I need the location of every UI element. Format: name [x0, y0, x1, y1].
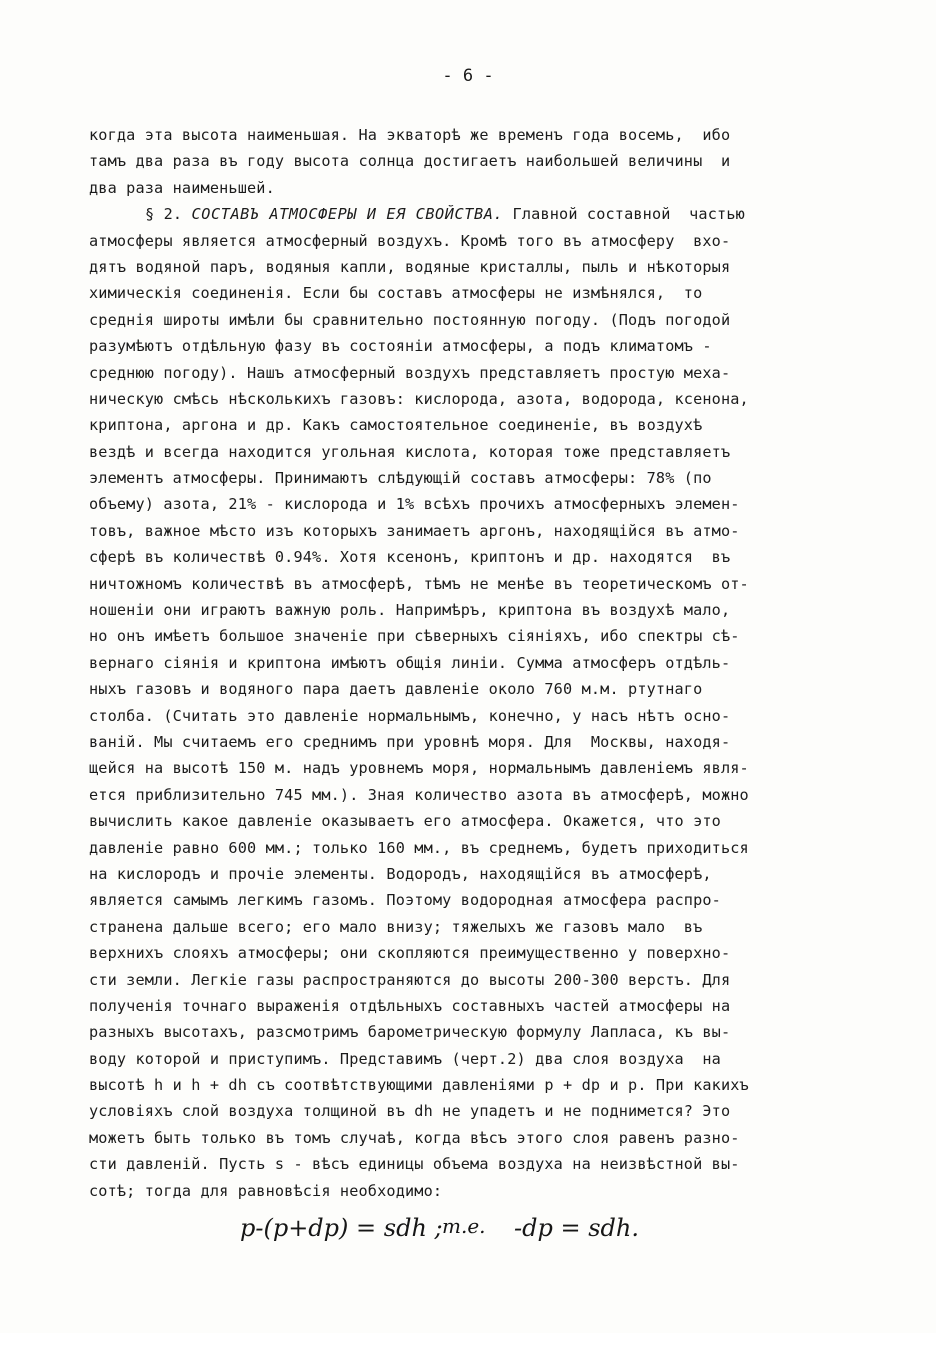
text-line: ничтожномъ количествѣ въ атмосферѣ, тѣмъ не менѣе въ теоретическомъ от-: [89, 574, 749, 593]
text-line: на кислородъ и прочіе элементы. Водородъ, находящійся въ атмосферѣ,: [89, 864, 712, 883]
text-line: высотѣ h и h + dh съ соотвѣтствующими давленіями p + dp и p. При какихъ: [89, 1076, 749, 1095]
section-first-line-text: Главной составной частью: [503, 205, 745, 224]
text-line: разныхъ высотахъ, разсмотримъ барометрическую формулу Лапласа, къ вы-: [89, 1023, 731, 1042]
text-line: столба. (Считать это давленіе нормальнымъ, конечно, у насъ нѣтъ осно-: [89, 706, 731, 725]
text-line: дятъ водяной паръ, водяныя капли, водяные кристаллы, пыль и нѣкоторыя: [89, 257, 731, 276]
section-number: § 2.: [145, 205, 192, 224]
text-line: ническую смѣсь нѣсколькихъ газовъ: кислорода, азота, водорода, ксенона,: [89, 389, 749, 408]
text-line: ныхъ газовъ и водяного пара даетъ давленіе около 760 м.м. ртутнаго: [89, 680, 703, 699]
text-line: странена дальше всего; его мало внизу; тяжелыхъ же газовъ мало въ: [89, 917, 703, 936]
handwritten-formula: [240, 1214, 700, 1258]
text-line: два раза наименьшей.: [89, 178, 275, 197]
text-line: щейся на высотѣ 150 м. надъ уровнемъ моря, нормальнымъ давленіемъ явля-: [89, 759, 749, 778]
text-line: но онъ имѣетъ большое значеніе при сѣверныхъ сіяніяхъ, ибо спектры сѣ-: [89, 627, 740, 646]
text-line: когда эта высота наименьшая. На экваторѣ же временъ года восемь, ибо: [89, 126, 731, 144]
text-line: химическія соединенія. Если бы составъ атмосферы не измѣнялся, то: [89, 284, 703, 303]
text-line: является самымъ легкимъ газомъ. Поэтому водородная атмосфера распро-: [89, 891, 721, 910]
text-line: воду которой и приступимъ. Представимъ (черт.2) два слоя воздуха на: [89, 1049, 721, 1068]
text-line: давленіе равно 600 мм.; только 160 мм., въ среднемъ, будетъ приходиться: [89, 838, 749, 857]
text-line: можетъ быть только въ томъ случаѣ, когда вѣсъ этого слоя равенъ разно-: [89, 1128, 740, 1147]
page-number: - 6 -: [442, 66, 494, 86]
formula-connector: т.е.: [442, 1214, 486, 1238]
formula-left: p-(p+dp) = sdh ;: [240, 1214, 443, 1242]
text-line: ношеніи они играютъ важную роль. Напримѣръ, криптона въ воздухѣ мало,: [89, 601, 731, 620]
text-line: сотѣ; тогда для равновѣсія необходимо:: [89, 1181, 443, 1200]
text-line: элементъ атмосферы. Принимаютъ слѣдующій составъ атмосферы: 78% (по: [89, 469, 712, 488]
text-line: сти земли. Легкіе газы распространяются до высоты 200-300 верстъ. Для: [89, 970, 731, 989]
text-line: сферѣ въ количествѣ 0.94%. Хотя ксенонъ, криптонъ и др. находятся въ: [89, 548, 731, 567]
text-line: сти давленій. Пусть s - вѣсъ единицы объема воздуха на неизвѣстной вы-: [89, 1155, 740, 1174]
text-line: товъ, важное мѣсто изъ которыхъ занимаетъ аргонъ, находящійся въ атмо-: [89, 521, 740, 540]
formula-right: -dp = sdh.: [514, 1214, 639, 1242]
text-line: вернаго сіянія и криптона имѣютъ общія линіи. Сумма атмосферъ отдѣль-: [89, 653, 731, 672]
body-text: [89, 122, 869, 1204]
text-line: среднія широты имѣли бы сравнительно постоянную погоду. (Подъ погодой: [89, 310, 731, 329]
section-title: СОСТАВЪ АТМОСФЕРЫ И ЕЯ СВОЙСТВА.: [191, 205, 504, 224]
text-line: ется приблизительно 745 мм.). Зная количество азота въ атмосферѣ, можно: [89, 785, 749, 804]
text-line: полученія точнаго выраженія отдѣльныхъ составныхъ частей атмосферы на: [89, 996, 731, 1015]
section-heading-line: [89, 201, 869, 227]
text-line: среднюю погоду). Нашъ атмосферный воздухъ представляетъ простую меха-: [89, 363, 731, 382]
text-line: вычислить какое давленіе оказываетъ его атмосфера. Окажется, что это: [89, 812, 721, 831]
text-line: тамъ два раза въ году высота солнца достигаетъ наибольшей величины и: [89, 152, 731, 171]
text-line: ваній. Мы считаемъ его среднимъ при уровнѣ моря. Для Москвы, находя-: [89, 732, 731, 751]
text-line: объему) азота, 21% - кислорода и 1% всѣхъ прочихъ атмосферныхъ элемен-: [89, 495, 740, 514]
text-line: условіяхъ слой воздуха толщиной въ dh не упадетъ и не поднимется? Это: [89, 1102, 731, 1121]
text-line: вездѣ и всегда находится угольная кислота, которая тоже представляетъ: [89, 442, 731, 461]
text-line: разумѣютъ отдѣльную фазу въ состояніи атмосферы, а подъ климатомъ -: [89, 337, 712, 356]
text-line: криптона, аргона и др. Какъ самостоятельное соединеніе, въ воздухѣ: [89, 416, 703, 435]
text-line: атмосферы является атмосферный воздухъ. Кромѣ того въ атмосферу вхо-: [89, 231, 731, 250]
text-line: верхнихъ слояхъ атмосферы; они скопляются преимущественно у поверхно-: [89, 944, 731, 963]
